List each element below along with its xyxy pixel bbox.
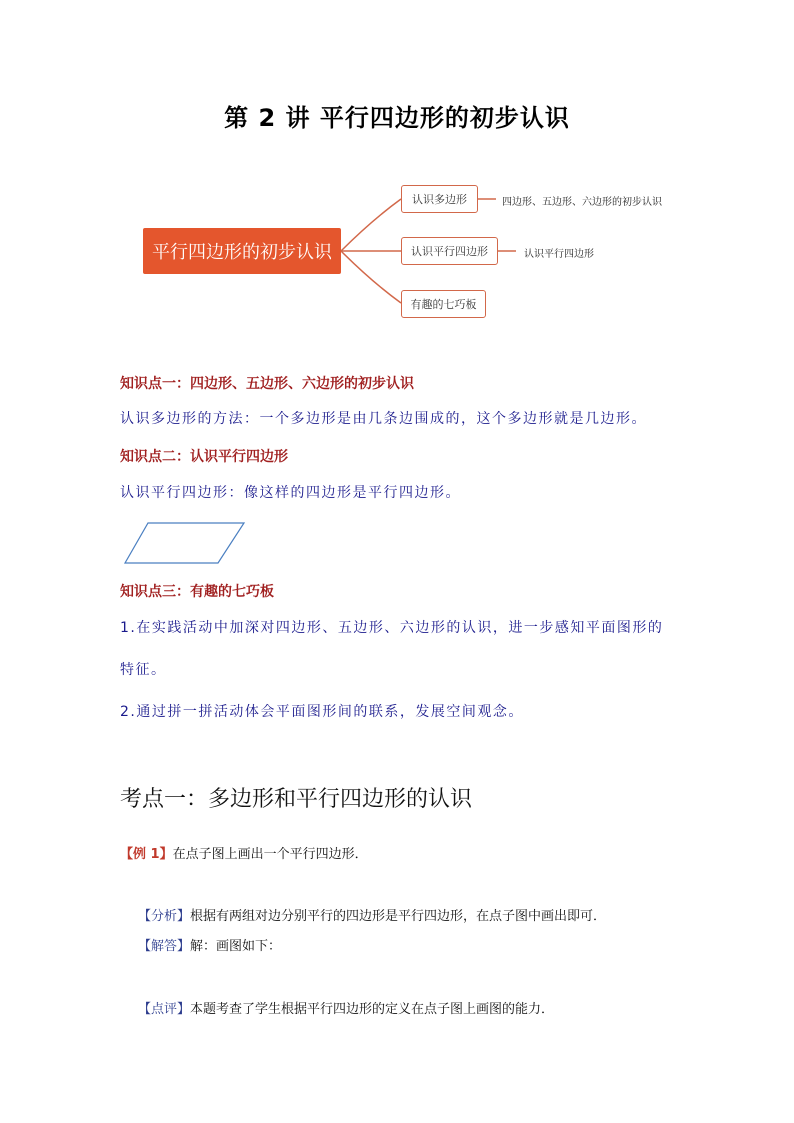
analysis-tag: 【分析】	[138, 909, 191, 924]
page-title: 第 2 讲 平行四边形的初步认识	[224, 104, 570, 132]
mindmap-branch-1: 认识多边形	[401, 185, 478, 213]
knowledge-point-3-body-1b: 特征。	[120, 662, 167, 678]
connector-1	[341, 199, 401, 251]
mindmap-leaf-2: 认识平行四边形	[524, 249, 594, 260]
knowledge-point-1-heading: 知识点一：四边形、五边形、六边形的初步认识	[120, 376, 414, 392]
analysis-text: 根据有两组对边分别平行的四边形是平行四边形，在点子图中画出即可．	[190, 909, 607, 924]
example-answer	[138, 935, 281, 954]
example-analysis	[138, 905, 606, 924]
example-comment	[138, 998, 554, 1017]
example-question	[120, 843, 368, 862]
mindmap-leaf-1: 四边形、五边形、六边形的初步认识	[502, 197, 662, 208]
knowledge-point-3-body-1a: 1.在实践活动中加深对四边形、五边形、六边形的认识，进一步感知平面图形的	[120, 620, 664, 636]
comment-tag: 【点评】	[138, 1002, 191, 1017]
answer-text: 解：画图如下：	[190, 939, 282, 954]
parallelogram-figure	[120, 518, 250, 568]
knowledge-point-2-body: 认识平行四边形：像这样的四边形是平行四边形。	[120, 485, 461, 501]
mindmap-branch-3: 有趣的七巧板	[401, 290, 486, 318]
section-heading: 考点一：多边形和平行四边形的认识	[120, 787, 473, 812]
comment-text: 本题考查了学生根据平行四边形的定义在点子图上画图的能力．	[190, 1002, 555, 1017]
knowledge-point-2-heading: 知识点二：认识平行四边形	[120, 449, 288, 465]
mindmap-connectors	[0, 0, 794, 340]
answer-tag: 【解答】	[138, 939, 191, 954]
knowledge-point-3-body-2: 2.通过拼一拼活动体会平面图形间的联系，发展空间观念。	[120, 704, 524, 720]
mindmap-root: 平行四边形的初步认识	[143, 228, 341, 274]
example-question-text: 在点子图上画出一个平行四边形．	[172, 847, 368, 862]
knowledge-point-1-body: 认识多边形的方法：一个多边形是由几条边围成的，这个多边形就是几边形。	[120, 411, 647, 427]
example-tag: 【例 1】	[120, 847, 173, 862]
knowledge-point-3-heading: 知识点三：有趣的七巧板	[120, 584, 274, 600]
mindmap-branch-2: 认识平行四边形	[401, 237, 498, 265]
connector-3	[341, 251, 401, 303]
